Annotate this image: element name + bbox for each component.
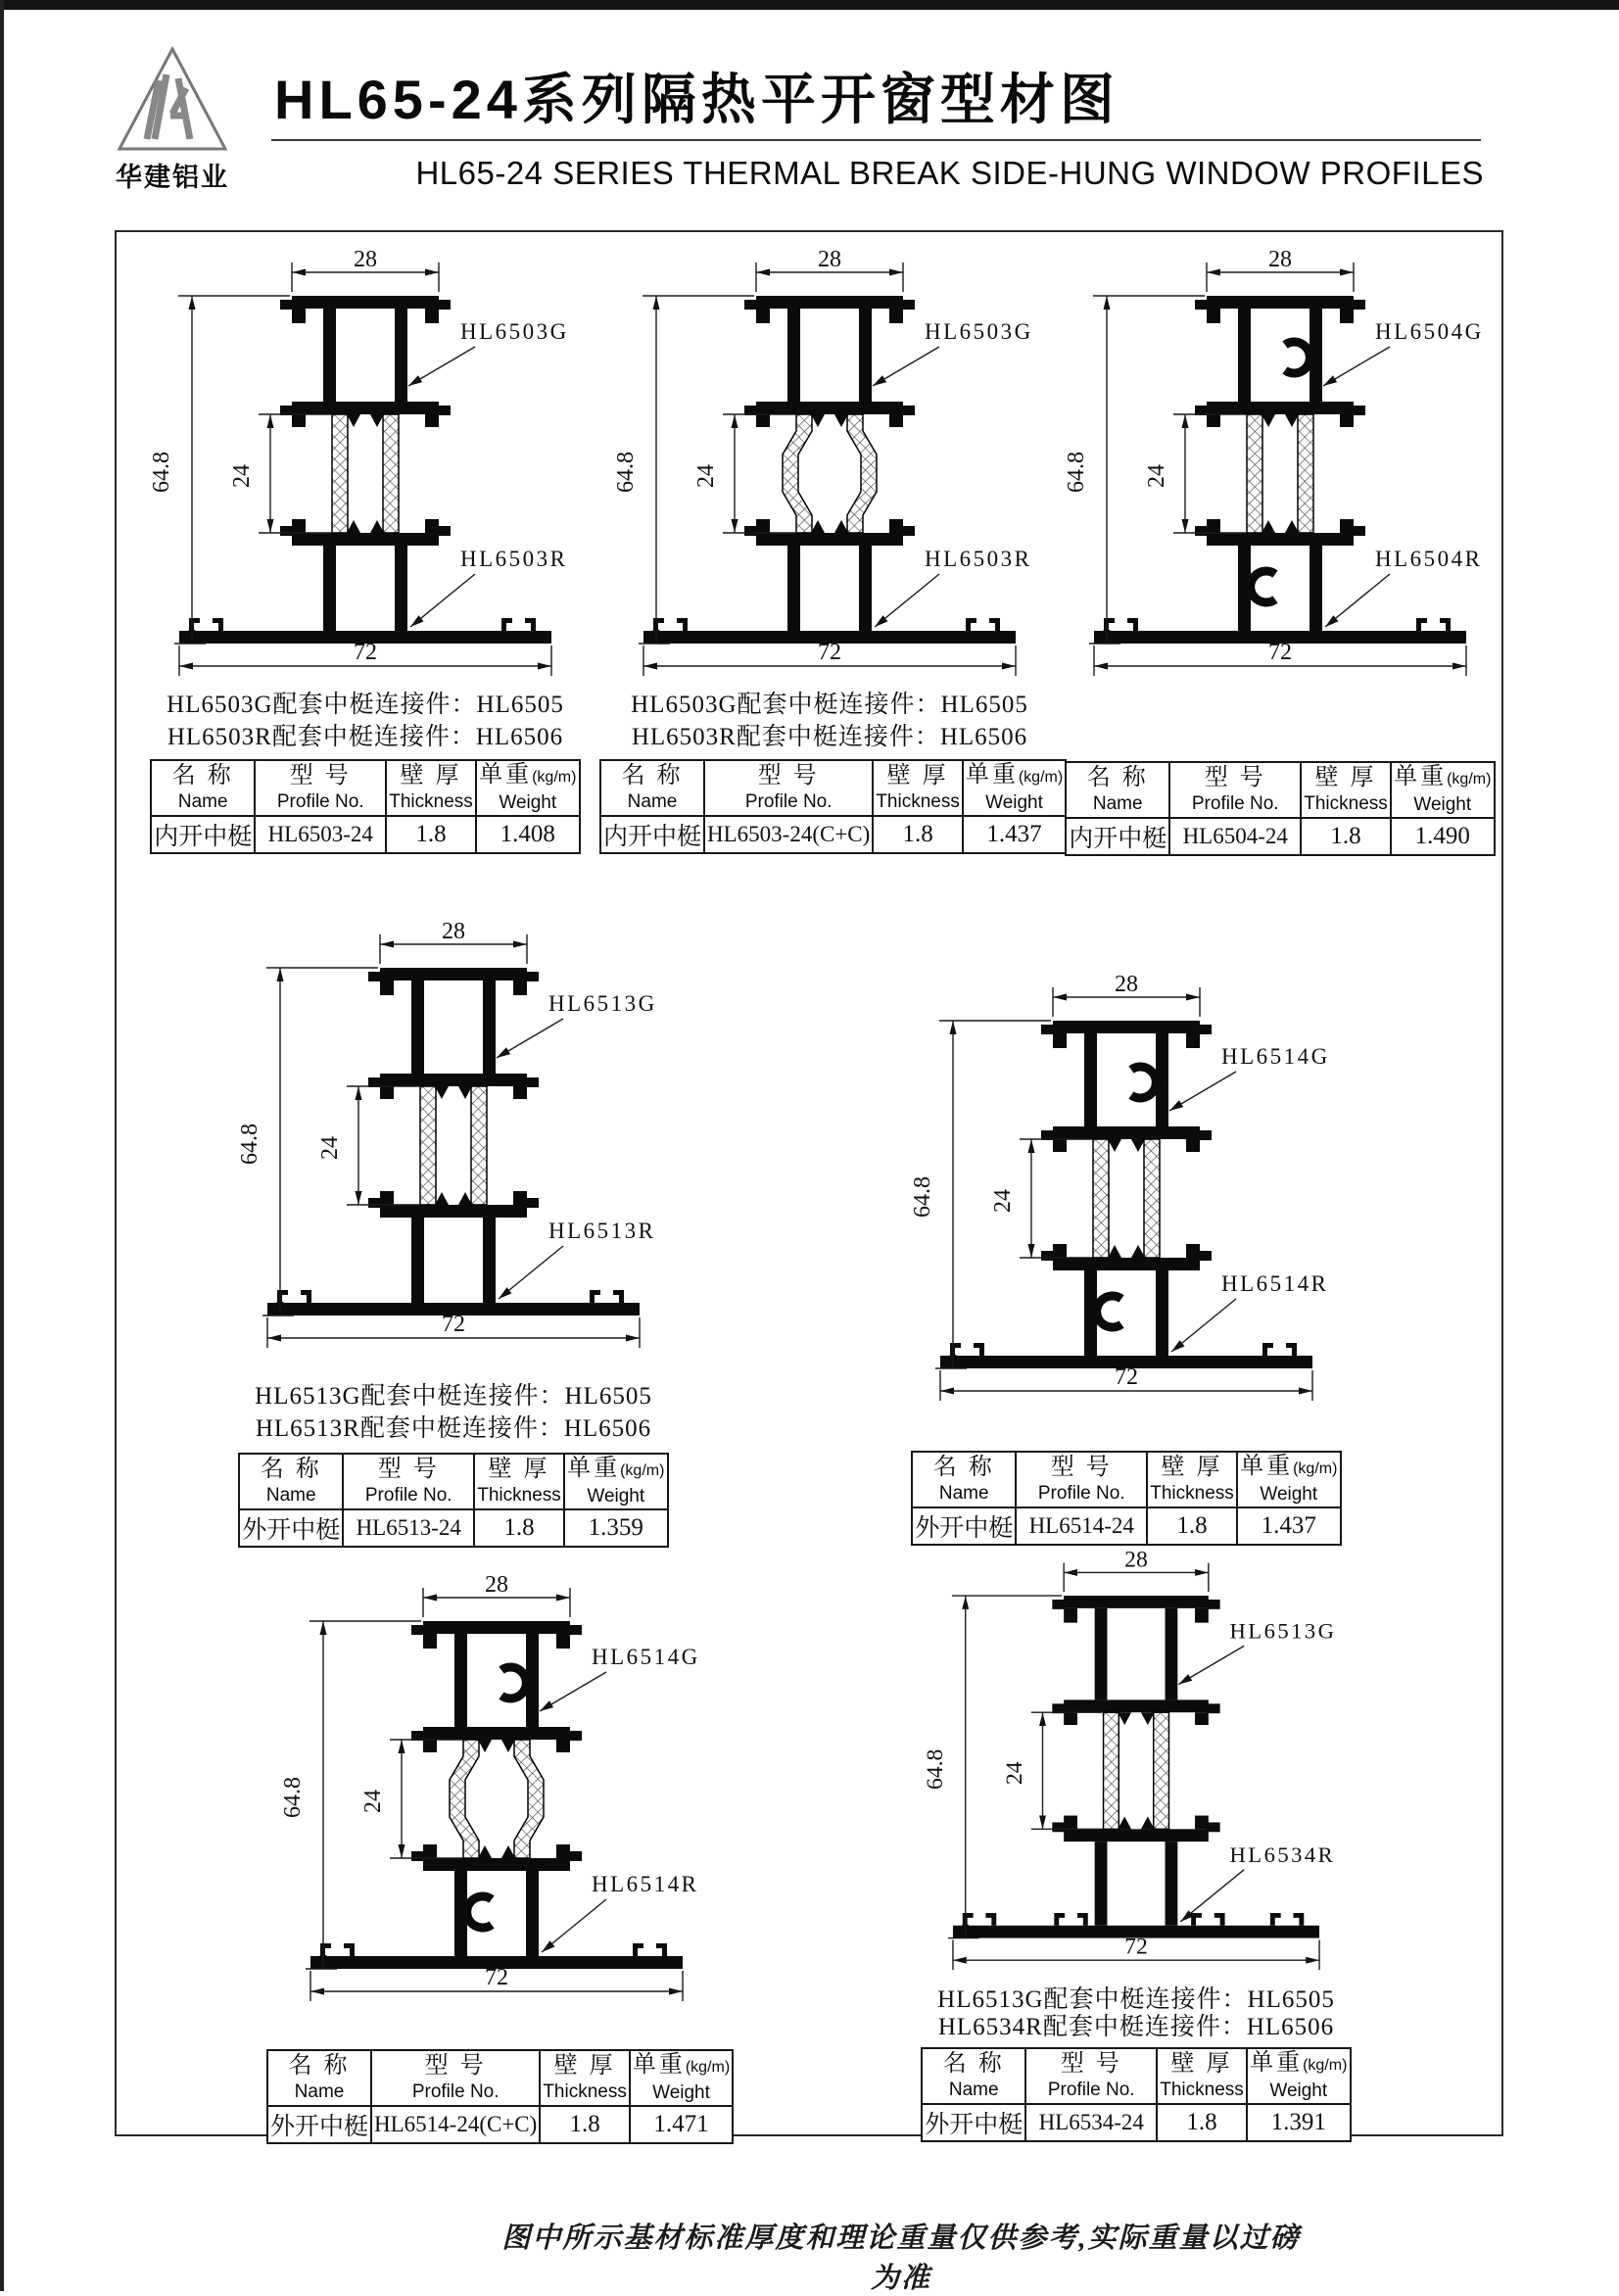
svg-text:72: 72 (818, 640, 841, 665)
col-thickness: 壁 厚 Thickness (386, 760, 476, 816)
spec-header-row (151, 760, 580, 816)
profile-cross-section (906, 1538, 1366, 1974)
profile-cross-section (223, 909, 684, 1352)
note-line: HL6503R配套中梃连接件：HL6506 (167, 724, 564, 750)
svg-text:64.8: 64.8 (280, 1777, 306, 1818)
profile-notes (599, 689, 1060, 753)
svg-text:HL6513G: HL6513G (548, 991, 657, 1016)
cell-weight: 1.391 (1247, 2104, 1351, 2141)
col-name: 名 称 Name (151, 760, 255, 816)
cell-thickness: 1.8 (873, 816, 963, 853)
spec-table (1065, 761, 1496, 856)
col-profile-no: 型 号 Profile No. (343, 1454, 474, 1509)
svg-text:64.8: 64.8 (149, 452, 174, 493)
col-thickness: 壁 厚 Thickness (1147, 1452, 1237, 1507)
cell-thickness: 1.8 (540, 2106, 630, 2143)
svg-text:64.8: 64.8 (613, 452, 639, 493)
cell-weight: 1.490 (1391, 818, 1495, 855)
spec-header-row (1066, 762, 1495, 818)
svg-text:64.8: 64.8 (1064, 452, 1089, 493)
company-logo (96, 45, 249, 194)
col-profile-no: 型 号 Profile No. (1025, 2048, 1157, 2104)
scan-edge-left (0, 0, 4, 2291)
svg-text:HL6504R: HL6504R (1375, 547, 1483, 571)
col-weight: 单重(kg/m) Weight (963, 760, 1066, 816)
svg-text:64.8: 64.8 (237, 1124, 262, 1165)
cell-profile-no: HL6514-24 (1016, 1507, 1147, 1545)
profile-notes (906, 1986, 1366, 2041)
profile-group (223, 909, 684, 1548)
svg-text:72: 72 (1124, 1934, 1148, 1960)
cell-profile-no: HL6534-24 (1025, 2104, 1157, 2141)
cell-weight: 1.437 (963, 816, 1066, 853)
spec-table (911, 1451, 1342, 1546)
profile-drawing (135, 237, 595, 685)
col-name: 名 称 Name (1066, 762, 1169, 818)
col-name: 名 称 Name (600, 760, 704, 816)
cell-weight: 1.408 (476, 816, 580, 853)
col-name: 名 称 Name (912, 1452, 1016, 1507)
svg-text:HL6503G: HL6503G (460, 319, 569, 344)
profile-drawing (1050, 237, 1510, 685)
profile-group (599, 237, 1064, 854)
svg-text:72: 72 (485, 1965, 508, 1990)
cell-thickness: 1.8 (474, 1509, 564, 1547)
cell-name: 内开中梃 (1066, 818, 1169, 855)
svg-text:72: 72 (442, 1312, 465, 1337)
col-name: 名 称 Name (922, 2048, 1025, 2104)
profile-notes (223, 1380, 684, 1445)
profile-group (135, 237, 595, 854)
cell-thickness: 1.8 (386, 816, 476, 853)
profile-group (896, 962, 1357, 1546)
cell-profile-no: HL6504-24 (1169, 818, 1301, 855)
svg-text:HL6514R: HL6514R (592, 1872, 699, 1896)
col-weight: 单重(kg/m) Weight (630, 2050, 733, 2106)
profile-cross-section (266, 1562, 727, 2005)
cell-profile-no: HL6514-24(C+C) (371, 2106, 540, 2143)
spec-table (150, 759, 581, 854)
svg-text:64.8: 64.8 (910, 1176, 935, 1218)
col-profile-no: 型 号 Profile No. (371, 2050, 540, 2106)
col-thickness: 壁 厚 Thickness (474, 1454, 564, 1509)
note-line: HL6513G配套中梃连接件：HL6505 (255, 1383, 652, 1410)
col-thickness: 壁 厚 Thickness (1157, 2048, 1247, 2104)
spec-data-row (239, 1509, 668, 1547)
svg-text:28: 28 (818, 247, 841, 272)
cell-profile-no: HL6503-24(C+C) (704, 816, 873, 853)
footer-note: 图中所示基材标准厚度和理论重量仅供参考,实际重量以过磅为准 (501, 2223, 1301, 2294)
svg-text:72: 72 (1268, 640, 1292, 665)
spec-data-row (151, 816, 580, 853)
profile-notes (135, 689, 595, 753)
profile-group (266, 1562, 731, 2144)
svg-text:24: 24 (1001, 1761, 1027, 1786)
svg-text:28: 28 (485, 1572, 508, 1598)
svg-text:24: 24 (1144, 464, 1169, 488)
col-weight: 单重(kg/m) Weight (1391, 762, 1495, 818)
logo-text: 华建铝业 (116, 163, 229, 192)
cell-thickness: 1.8 (1147, 1507, 1237, 1545)
cell-weight: 1.471 (630, 2106, 733, 2143)
spec-data-row (600, 816, 1066, 853)
cell-weight: 1.437 (1237, 1507, 1341, 1545)
scan-edge-top (0, 0, 1619, 10)
spec-table (266, 2049, 734, 2144)
svg-text:HL6513R: HL6513R (548, 1219, 656, 1243)
profile-drawing (906, 1538, 1366, 1979)
note-line: HL6503G配套中梃连接件：HL6505 (167, 692, 564, 718)
svg-text:HL6504G: HL6504G (1375, 319, 1484, 344)
profile-cross-section (896, 962, 1357, 1405)
svg-text:72: 72 (354, 640, 377, 665)
profile-drawing (266, 1562, 727, 2010)
spec-header-row (239, 1454, 668, 1509)
col-weight: 单重(kg/m) Weight (1237, 1452, 1341, 1507)
cell-name: 外开中梃 (912, 1507, 1016, 1545)
note-line: HL6503R配套中梃连接件：HL6506 (631, 724, 1028, 750)
spec-data-row (1066, 818, 1495, 855)
spec-header-row (912, 1452, 1341, 1507)
svg-text:28: 28 (354, 247, 377, 272)
cell-name: 外开中梃 (267, 2106, 371, 2143)
profile-drawing (896, 962, 1357, 1410)
svg-text:28: 28 (1268, 247, 1292, 272)
col-thickness: 壁 厚 Thickness (873, 760, 963, 816)
svg-text:HL6503G: HL6503G (925, 319, 1033, 344)
svg-text:HL6513G: HL6513G (1229, 1618, 1337, 1644)
cell-weight: 1.359 (564, 1509, 668, 1547)
logo-mark-icon (114, 45, 231, 155)
cell-name: 内开中梃 (600, 816, 704, 853)
svg-text:HL6503R: HL6503R (460, 547, 568, 571)
spec-data-row (267, 2106, 733, 2143)
profile-cross-section (135, 237, 595, 680)
col-weight: 单重(kg/m) Weight (564, 1454, 668, 1509)
cell-profile-no: HL6513-24 (343, 1509, 474, 1547)
title-divider (271, 139, 1481, 141)
col-profile-no: 型 号 Profile No. (255, 760, 386, 816)
svg-text:24: 24 (317, 1136, 343, 1160)
cell-name: 外开中梃 (239, 1509, 343, 1547)
cell-profile-no: HL6503-24 (255, 816, 386, 853)
profile-cross-section (1050, 237, 1510, 680)
col-profile-no: 型 号 Profile No. (1016, 1452, 1147, 1507)
cell-name: 外开中梃 (922, 2104, 1025, 2141)
page-subtitle-en: HL65-24 SERIES THERMAL BREAK SIDE-HUNG WINDOW PROFILES (415, 155, 1484, 191)
svg-text:HL6514G: HL6514G (592, 1645, 700, 1669)
spec-data-row (922, 2104, 1351, 2141)
svg-text:HL6534R: HL6534R (1229, 1842, 1336, 1867)
svg-text:HL6514G: HL6514G (1221, 1044, 1330, 1069)
cell-thickness: 1.8 (1301, 818, 1391, 855)
col-profile-no: 型 号 Profile No. (704, 760, 873, 816)
svg-text:HL6503R: HL6503R (925, 547, 1032, 571)
svg-text:64.8: 64.8 (923, 1748, 949, 1790)
col-weight: 单重(kg/m) Weight (1247, 2048, 1351, 2104)
cell-name: 内开中梃 (151, 816, 255, 853)
profile-group (1050, 237, 1510, 856)
page-title: HL65-24系列隔热平开窗型材图 (274, 69, 1119, 130)
spec-table (921, 2047, 1352, 2142)
spec-table (238, 1453, 669, 1548)
svg-text:24: 24 (229, 464, 255, 488)
svg-text:28: 28 (1115, 972, 1138, 997)
col-name: 名 称 Name (267, 2050, 371, 2106)
note-line: HL6513G配套中梃连接件：HL6505 (937, 1986, 1335, 2013)
spec-table (599, 759, 1067, 854)
spec-header-row (922, 2048, 1351, 2104)
spec-header-row (600, 760, 1066, 816)
svg-text:28: 28 (1124, 1547, 1148, 1573)
svg-text:28: 28 (442, 919, 465, 944)
col-profile-no: 型 号 Profile No. (1169, 762, 1301, 818)
col-weight: 单重(kg/m) Weight (476, 760, 580, 816)
svg-text:HL6514R: HL6514R (1221, 1271, 1329, 1296)
col-thickness: 壁 厚 Thickness (540, 2050, 630, 2106)
note-line: HL6503G配套中梃连接件：HL6505 (631, 692, 1028, 718)
svg-text:24: 24 (990, 1189, 1016, 1213)
profile-cross-section (599, 237, 1060, 680)
svg-text:72: 72 (1115, 1364, 1138, 1390)
col-name: 名 称 Name (239, 1454, 343, 1509)
profile-drawing (599, 237, 1060, 685)
profile-drawing (223, 909, 684, 1357)
svg-text:24: 24 (693, 464, 719, 488)
svg-text:24: 24 (360, 1790, 386, 1813)
profile-group (906, 1538, 1366, 2142)
col-thickness: 壁 厚 Thickness (1301, 762, 1391, 818)
spec-header-row (267, 2050, 733, 2106)
note-line: HL6534R配套中梃连接件：HL6506 (937, 2014, 1335, 2040)
cell-thickness: 1.8 (1157, 2104, 1247, 2141)
note-line: HL6513R配套中梃连接件：HL6506 (255, 1415, 652, 1442)
